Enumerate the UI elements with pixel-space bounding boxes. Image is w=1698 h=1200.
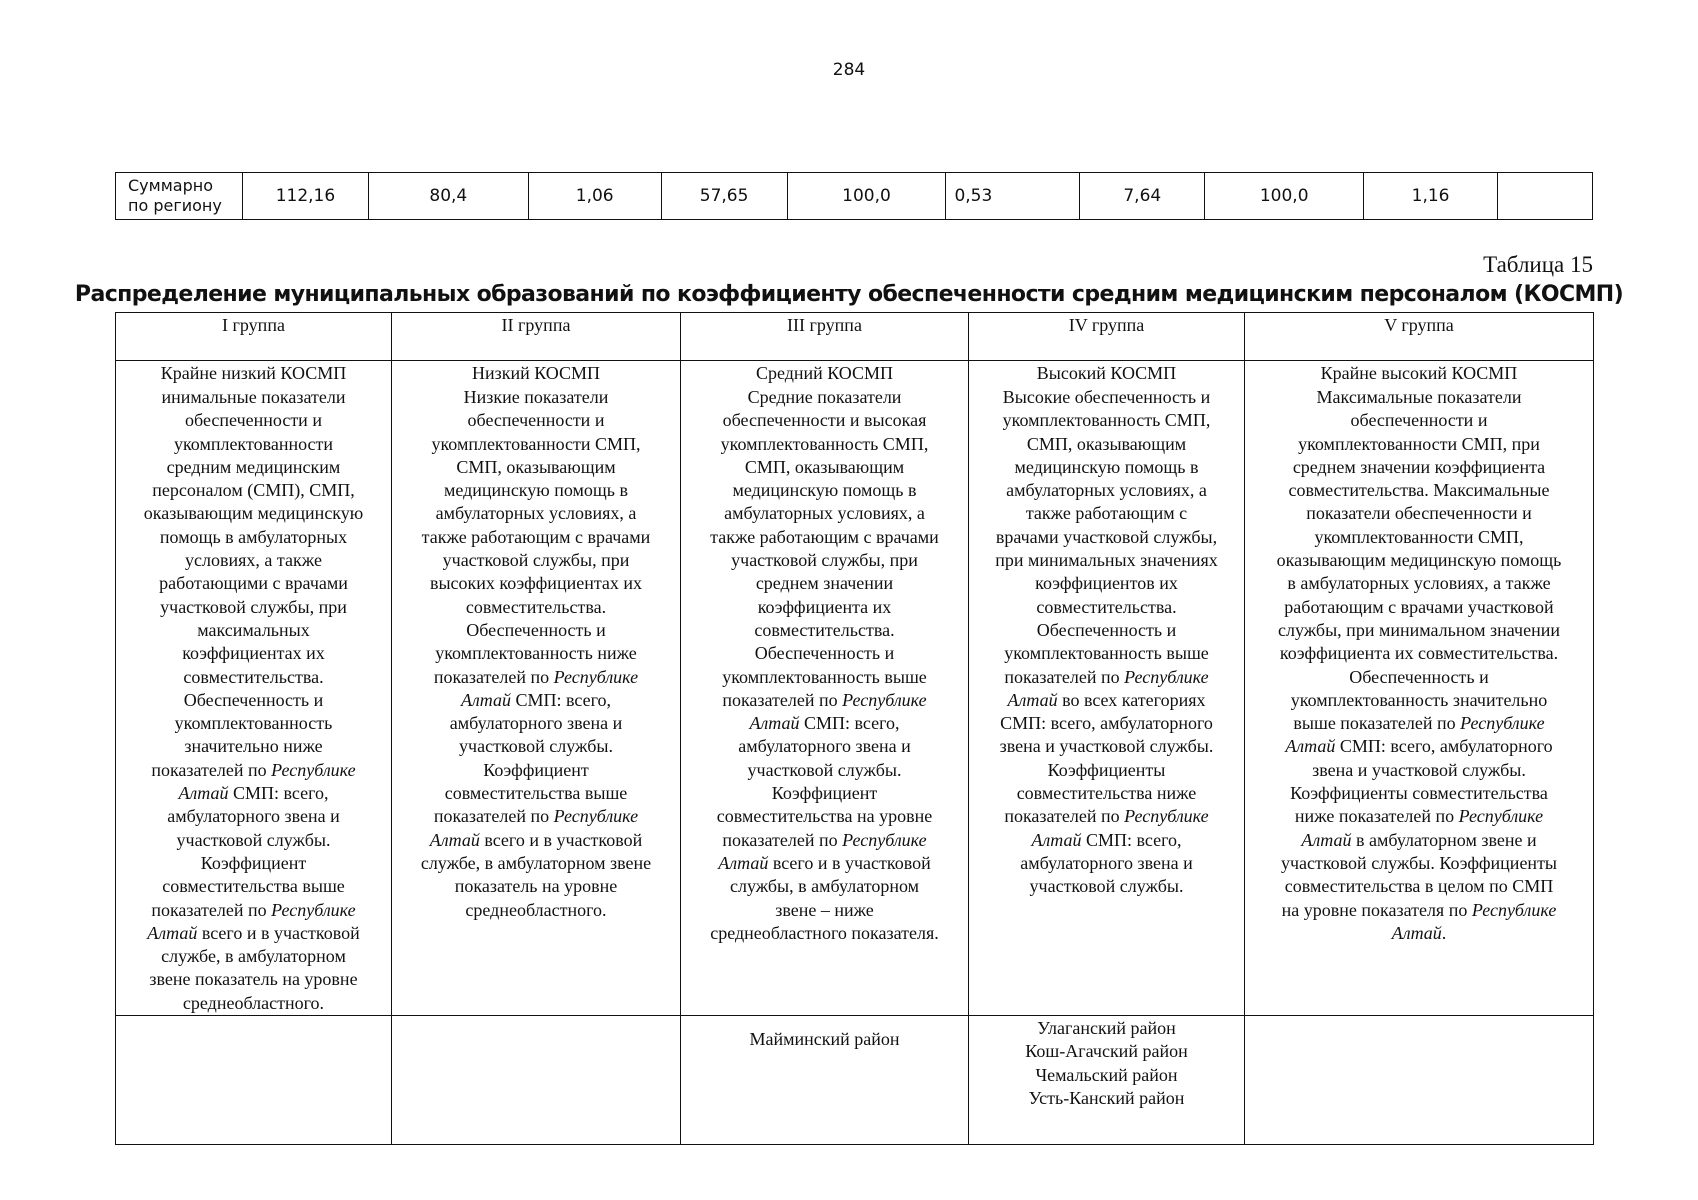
- region-name: Республике Алтай: [1391, 899, 1557, 943]
- region-name: Республике Алтай: [460, 666, 639, 710]
- group-description-cell: [1245, 386, 1594, 1016]
- district-name: Улаганский район: [1037, 1018, 1176, 1039]
- region-name: Республике Алтай: [147, 899, 356, 943]
- group-name: V группа: [1245, 313, 1594, 361]
- region-name: Республике Алтай: [1031, 806, 1209, 850]
- region-name: Республике Алтай: [178, 759, 356, 804]
- group-level: Высокий КОСМП: [969, 361, 1245, 387]
- summary-value: 57,65: [661, 173, 787, 220]
- group-description: Максимальные показатели обеспеченности и укомплектованности СМП, при среднем значении коэффициента совместительства. Максимальные показатели обеспеченности и укомплектованности СМП, оказывающим медицинскую помощь в амбулаторных условиях, а также работающим с врачами участковой службы, при минимальном значении коэффициента их совместительства. Обеспеченность и укомплектованность значительно выше показателей по Республике Алтай СМП: всего, амбулаторного звена и участковой службы. Коэффициенты совместительства ниже показателей по Республике Алтай в амбулаторном звене и участковой службы. Коэффициенты совместительства в целом по СМП на уровне показателя по Республике Алтай.: [1276, 387, 1562, 943]
- group-description: инимальные показатели обеспеченности и укомплектованности средним медицинским персоналом (СМП), СМП, оказывающим медицинскую помощь в амбулаторных условиях, а также работающими с врачами участковой службы, при максимальных коэффициентах их совместительства. Обеспеченность и укомплектованность значительно ниже показателей по Республике Алтай СМП: всего, амбулаторного звена и участковой службы. Коэффициент совместительства выше показателей по Республике Алтай всего и в участковой службе, в амбулаторном звене показатель на уровне среднеобластного.: [143, 387, 364, 1013]
- group-level: Средний КОСМП: [681, 361, 969, 387]
- summary-value: 112,16: [242, 173, 368, 220]
- table-number: Таблица 15: [1483, 252, 1593, 277]
- level-row: [116, 361, 1594, 387]
- page-number: 284: [832, 60, 866, 80]
- district-name: Кош-Агачский район: [1025, 1041, 1188, 1062]
- district-name: Чемальский район: [1035, 1064, 1178, 1085]
- region-name: Республике Алтай: [749, 689, 927, 734]
- group-name: IV группа: [969, 313, 1245, 361]
- group-description: Низкие показатели обеспеченности и укомплектованности СМП, СМП, оказывающим медицинскую помощь в амбулаторных условиях, а также работающим с врачами участковой службы, при высоких коэффициентах их совместительства. Обеспеченность и укомплектованность ниже показателей по Республике Алтай СМП: всего, амбулаторного звена и участковой службы. Коэффициент совместительства выше показателей по Республике Алтай всего и в участковой службе, в амбулаторном звене показатель на уровне среднеобластного.: [420, 387, 652, 920]
- region-name: Республике Алтай: [1007, 666, 1209, 710]
- summary-value: 80,4: [368, 173, 528, 220]
- group-districts: [681, 1016, 969, 1145]
- group-header-row: [116, 313, 1594, 361]
- group-name: III группа: [681, 313, 969, 361]
- summary-value: 1,06: [528, 173, 661, 220]
- group-description-cell: [392, 386, 681, 1016]
- district-name: Майминский район: [749, 1029, 900, 1050]
- group-districts: [392, 1016, 681, 1145]
- kosmp-table: [115, 312, 1594, 1145]
- region-name: Республике Алтай: [718, 829, 927, 873]
- region-name: Республике Алтай: [1285, 713, 1545, 757]
- summary-label-line1: Суммарно: [128, 176, 213, 195]
- group-description-cell: [969, 386, 1245, 1016]
- group-districts: [116, 1016, 392, 1145]
- group-districts: [1245, 1016, 1594, 1145]
- summary-value: 1,16: [1364, 173, 1498, 220]
- summary-table: [115, 172, 1593, 220]
- summary-value: 100,0: [1205, 173, 1364, 220]
- region-name: Республике Алтай: [429, 806, 639, 850]
- group-districts: [969, 1016, 1245, 1145]
- group-name: I группа: [116, 313, 392, 361]
- group-level: Крайне низкий КОСМП: [116, 361, 392, 387]
- table-title: Распределение муниципальных образований по коэффициенту обеспеченности средним медицинским персоналом (КОСМП): [74, 282, 1624, 307]
- summary-label-line2: по региону: [128, 196, 222, 215]
- summary-row: [116, 173, 1593, 220]
- group-description: Высокие обеспеченность и укомплектованность СМП, СМП, оказывающим медицинскую помощь в амбулаторных условиях, а также работающим с врачами участковой службы, при минимальных значениях коэффициентов их совместительства. Обеспеченность и укомплектованность выше показателей по Республике Алтай во всех категориях СМП: всего, амбулаторного звена и участковой службы. Коэффициенты совместительства ниже показателей по Республике Алтай СМП: всего, амбулаторного звена и участковой службы.: [995, 387, 1218, 897]
- district-name: Усть-Канский район: [1028, 1087, 1185, 1108]
- summary-value: 7,64: [1080, 173, 1205, 220]
- group-name: II группа: [392, 313, 681, 361]
- summary-label: [116, 173, 243, 220]
- group-description-cell: [116, 386, 392, 1016]
- group-level: Низкий КОСМП: [392, 361, 681, 387]
- description-row: [116, 386, 1594, 1016]
- summary-value: 0,53: [946, 173, 1080, 220]
- summary-value: 100,0: [787, 173, 946, 220]
- districts-row: [116, 1016, 1594, 1145]
- group-level: Крайне высокий КОСМП: [1245, 361, 1594, 387]
- region-name: Республике Алтай: [1301, 806, 1544, 850]
- summary-value: [1498, 173, 1593, 220]
- group-description: Средние показатели обеспеченности и высокая укомплектованность СМП, СМП, оказывающим медицинскую помощь в амбулаторных условиях, а также работающим с врачами участковой службы, при среднем значении коэффициента их совместительства. Обеспеченность и укомплектованность выше показателей по Республике Алтай СМП: всего, амбулаторного звена и участковой службы. Коэффициент совместительства на уровне показателей по Республике Алтай всего и в участковой службы, в амбулаторном звене – ниже среднеобластного показателя.: [710, 387, 939, 943]
- group-description-cell: [681, 386, 969, 1016]
